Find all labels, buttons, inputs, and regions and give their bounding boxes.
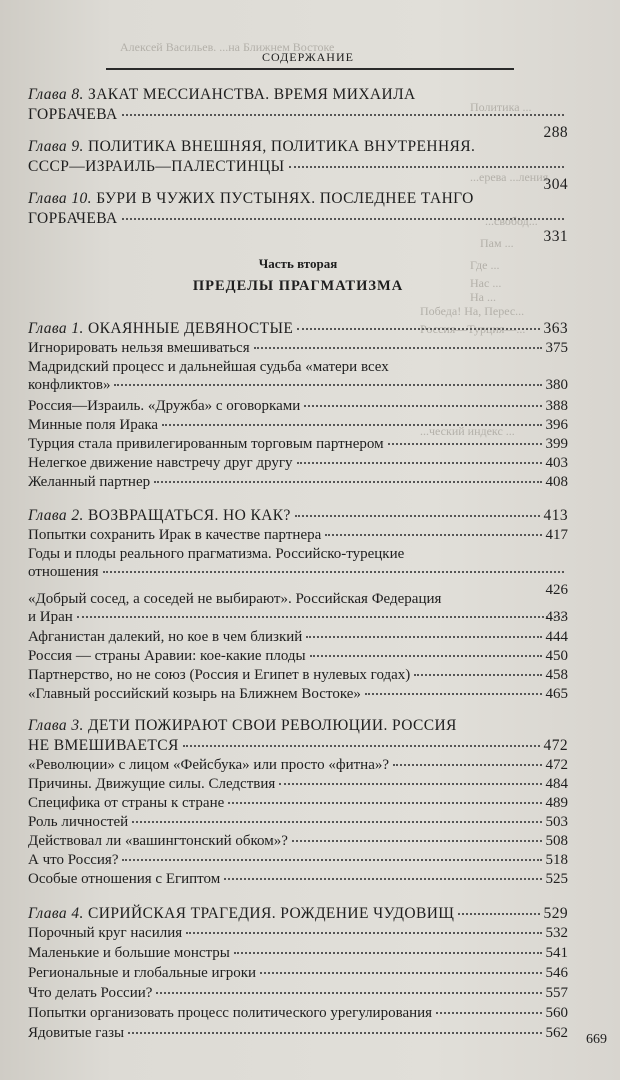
- toc-section[interactable]: [28, 1004, 568, 1022]
- running-head: СОДЕРЖАНИЕ: [262, 50, 354, 64]
- page-number: 396: [545, 417, 568, 433]
- leader-dots: [132, 820, 541, 823]
- page-number: 560: [545, 1005, 568, 1021]
- page-number: 433: [545, 609, 568, 625]
- page-number: 508: [545, 833, 568, 849]
- toc-chapter-10[interactable]: [28, 190, 568, 246]
- section-title: Маленькие и большие монстры: [28, 945, 230, 961]
- leader-dots: [365, 692, 542, 695]
- leader-dots: [186, 931, 541, 934]
- leader-dots: [292, 839, 542, 842]
- toc-section[interactable]: [28, 851, 568, 869]
- section-title: Региональные и глобальные игроки: [28, 965, 257, 981]
- leader-dots: [297, 327, 539, 330]
- bleed-through-text: Нас ...: [470, 276, 502, 290]
- chapter-title-line-2: ГОРБАЧЕВА: [28, 210, 118, 227]
- chapter-title-line-1: ДЕТИ ПОЖИРАЮТ СВОИ РЕВОЛЮЦИИ. РОССИЯ: [88, 717, 457, 734]
- page-number: 465: [545, 686, 568, 702]
- leader-dots: [162, 423, 541, 426]
- leader-dots: [325, 533, 541, 536]
- page-number: 331: [543, 228, 568, 245]
- bleed-through-text: ...свобод...: [485, 214, 538, 228]
- chapter-title-line-2: ГОРБАЧЕВА: [28, 106, 118, 123]
- page-number: 444: [545, 629, 568, 645]
- toc-chapter-9[interactable]: [28, 138, 568, 194]
- section-title: Афганистан далекий, но кое в чем близкий: [28, 629, 303, 645]
- page-number: 472: [545, 757, 568, 773]
- section-title: Действовал ли «вашингтонский обком»?: [28, 833, 288, 849]
- leader-dots: [122, 113, 564, 116]
- page-number: 529: [543, 905, 568, 922]
- chapter-title: СИРИЙСКАЯ ТРАГЕДИЯ. РОЖДЕНИЕ ЧУДОВИЩ: [88, 905, 455, 922]
- toc-section[interactable]: [28, 944, 568, 962]
- page-number: 546: [545, 965, 568, 981]
- page-number: 288: [543, 124, 568, 141]
- leader-dots: [304, 404, 541, 407]
- page-number: 388: [545, 398, 568, 414]
- chapter-label: Глава 1.: [28, 320, 84, 337]
- toc-section[interactable]: [28, 590, 568, 626]
- leader-dots: [388, 442, 542, 445]
- section-title-line-1: Мадридский процесс и дальнейшая судьба «матери всех: [28, 359, 389, 375]
- bleed-through-text: Алексей Васильев. ...на Ближнем Востоке: [120, 40, 335, 54]
- section-title: Порочный круг насилия: [28, 925, 183, 941]
- toc-section[interactable]: [28, 454, 568, 472]
- toc-chapter-8[interactable]: [28, 86, 568, 142]
- section-title: Особые отношения с Египтом: [28, 871, 221, 887]
- page-number: 518: [545, 852, 568, 868]
- toc-section[interactable]: [28, 794, 568, 812]
- section-title: Игнорировать нельзя вмешиваться: [28, 340, 250, 356]
- leader-dots: [436, 1011, 541, 1014]
- chapter-label: Глава 4.: [28, 905, 84, 922]
- section-title: Специфика от страны к стране: [28, 795, 225, 811]
- page-number: 417: [545, 527, 568, 543]
- toc-section[interactable]: [28, 984, 568, 1002]
- toc-section[interactable]: [28, 685, 568, 703]
- page-number: 413: [543, 507, 568, 524]
- chapter-title-line-2: НЕ ВМЕШИВАЕТСЯ: [28, 737, 179, 754]
- page-number: 525: [545, 871, 568, 887]
- toc-section[interactable]: [28, 358, 568, 394]
- leader-dots: [122, 858, 541, 861]
- leader-dots: [393, 763, 541, 766]
- page-number: 472: [543, 737, 568, 754]
- leader-dots: [224, 877, 541, 880]
- page-number: 380: [545, 377, 568, 393]
- leader-dots: [310, 654, 542, 657]
- chapter-label: Глава 2.: [28, 507, 84, 524]
- page-number: 484: [545, 776, 568, 792]
- page-number: 503: [545, 814, 568, 830]
- toc-section[interactable]: [28, 775, 568, 793]
- page-number: 562: [545, 1025, 568, 1041]
- toc-chapter-4[interactable]: [28, 905, 568, 923]
- page-number: 304: [543, 176, 568, 193]
- bleed-through-text: На ...: [470, 290, 496, 304]
- bleed-through-text: Россия—Турция—...: [420, 322, 526, 336]
- chapter-label: Глава 8.: [28, 86, 84, 103]
- page-number: 450: [545, 648, 568, 664]
- page-number: 489: [545, 795, 568, 811]
- section-title: Причины. Движущие силы. Следствия: [28, 776, 276, 792]
- toc-section[interactable]: [28, 397, 568, 415]
- leader-dots: [228, 801, 541, 804]
- toc-section[interactable]: [28, 666, 568, 684]
- leader-dots: [260, 971, 541, 974]
- leader-dots: [306, 635, 541, 638]
- page-number: 557: [545, 985, 568, 1001]
- page-number: 408: [545, 474, 568, 490]
- section-title-line-2: и Иран: [28, 609, 73, 625]
- toc-section[interactable]: [28, 756, 568, 774]
- leader-dots: [458, 912, 539, 915]
- bleed-through-text: ...ческий индекс ...: [420, 424, 515, 438]
- toc-chapter-1[interactable]: [28, 320, 568, 338]
- toc-section[interactable]: [28, 628, 568, 646]
- chapter-label: Глава 9.: [28, 138, 84, 155]
- section-title-line-1: «Добрый сосед, а соседей не выбирают». Российская Федерация: [28, 591, 442, 607]
- leader-dots: [234, 951, 542, 954]
- section-title-line-2: отношения: [28, 564, 99, 580]
- section-title: Попытки организовать процесс политического урегулирования: [28, 1005, 433, 1021]
- toc-section[interactable]: [28, 832, 568, 850]
- section-title: Нелегкое движение навстречу друг другу: [28, 455, 293, 471]
- toc-chapter-3[interactable]: [28, 717, 568, 755]
- toc-section[interactable]: [28, 870, 568, 888]
- toc-section[interactable]: [28, 526, 568, 544]
- toc-chapter-2[interactable]: [28, 507, 568, 525]
- leader-dots: [295, 514, 540, 517]
- chapter-title: ВОЗВРАЩАТЬСЯ. НО КАК?: [88, 507, 291, 524]
- page-number: 458: [545, 667, 568, 683]
- part-title: ПРЕДЕЛЫ ПРАГМАТИЗМА: [192, 278, 404, 294]
- page-number: 532: [545, 925, 568, 941]
- chapter-title-line-2: СССР—ИЗРАИЛЬ—ПАЛЕСТИНЦЫ: [28, 158, 285, 175]
- section-title: Россия — страны Аравии: кое-какие плоды: [28, 648, 306, 664]
- section-title: Россия—Израиль. «Дружба» с оговорками: [28, 398, 301, 414]
- chapter-label: Глава 10.: [28, 190, 92, 207]
- leader-dots: [183, 744, 540, 747]
- toc-section[interactable]: [28, 647, 568, 665]
- section-title: «Революции» с лицом «Фейсбука» или просто «фитна»?: [28, 757, 390, 773]
- section-title: Минные поля Ирака: [28, 417, 159, 433]
- bleed-through-text: Где ...: [470, 258, 500, 272]
- page-number: 363: [543, 320, 568, 337]
- toc-section[interactable]: [28, 473, 568, 491]
- leader-dots: [128, 1031, 541, 1034]
- section-title: Ядовитые газы: [28, 1025, 125, 1041]
- toc-section[interactable]: [28, 964, 568, 982]
- section-title: Роль личностей: [28, 814, 129, 830]
- chapter-title: ОКАЯННЫЕ ДЕВЯНОСТЫЕ: [88, 320, 294, 337]
- toc-section[interactable]: [28, 1024, 568, 1042]
- leader-dots: [103, 570, 564, 573]
- leader-dots: [414, 673, 541, 676]
- chapter-label: Глава 3.: [28, 717, 84, 734]
- part-label: Часть вторая: [258, 256, 338, 271]
- page-number: 403: [545, 455, 568, 471]
- page-number: 541: [545, 945, 568, 961]
- chapter-title-line-1: БУРИ В ЧУЖИХ ПУСТЫНЯХ. ПОСЛЕДНЕЕ ТАНГО: [96, 190, 474, 207]
- section-title: А что Россия?: [28, 852, 119, 868]
- toc-section[interactable]: [28, 339, 568, 357]
- section-title: Что делать России?: [28, 985, 153, 1001]
- page-folio: 669: [586, 1032, 607, 1047]
- section-title-line-2: конфликтов»: [28, 377, 111, 393]
- page-number: 375: [545, 340, 568, 356]
- leader-dots: [279, 782, 541, 785]
- leader-dots: [254, 346, 542, 349]
- toc-section[interactable]: [28, 813, 568, 831]
- chapter-title-line-1: ЗАКАТ МЕССИАНСТВА. ВРЕМЯ МИХАИЛА: [88, 86, 416, 103]
- page-number: 399: [545, 436, 568, 452]
- leader-dots: [154, 480, 541, 483]
- section-title-line-1: Годы и плоды реального прагматизма. Российско-турецкие: [28, 546, 405, 562]
- header-rule: [106, 68, 514, 70]
- bleed-through-text: Политика ...: [470, 100, 532, 114]
- leader-dots: [114, 383, 541, 386]
- section-title: Желанный партнер: [28, 474, 151, 490]
- bleed-through-text: ...ерева ...ления: [470, 170, 549, 184]
- toc-section[interactable]: [28, 435, 568, 453]
- leader-dots: [77, 615, 564, 618]
- leader-dots: [289, 165, 564, 168]
- leader-dots: [156, 991, 541, 994]
- bleed-through-text: Победа! Ha, Перес...: [420, 304, 525, 318]
- section-title: Попытки сохранить Ирак в качестве партнера: [28, 527, 322, 543]
- bleed-through-text: Пам ...: [480, 236, 514, 250]
- leader-dots: [122, 217, 564, 220]
- page-number: 426: [545, 582, 568, 598]
- leader-dots: [297, 461, 542, 464]
- toc-section[interactable]: [28, 924, 568, 942]
- toc-section[interactable]: [28, 416, 568, 434]
- section-title: Турция стала привилегированным торговым партнером: [28, 436, 384, 452]
- chapter-title-line-1: ПОЛИТИКА ВНЕШНЯЯ, ПОЛИТИКА ВНУТРЕННЯЯ.: [88, 138, 476, 155]
- section-title: «Главный российский козырь на Ближнем Востоке»: [28, 686, 361, 702]
- section-title: Партнерство, но не союз (Россия и Египет в нулевых годах): [28, 667, 411, 683]
